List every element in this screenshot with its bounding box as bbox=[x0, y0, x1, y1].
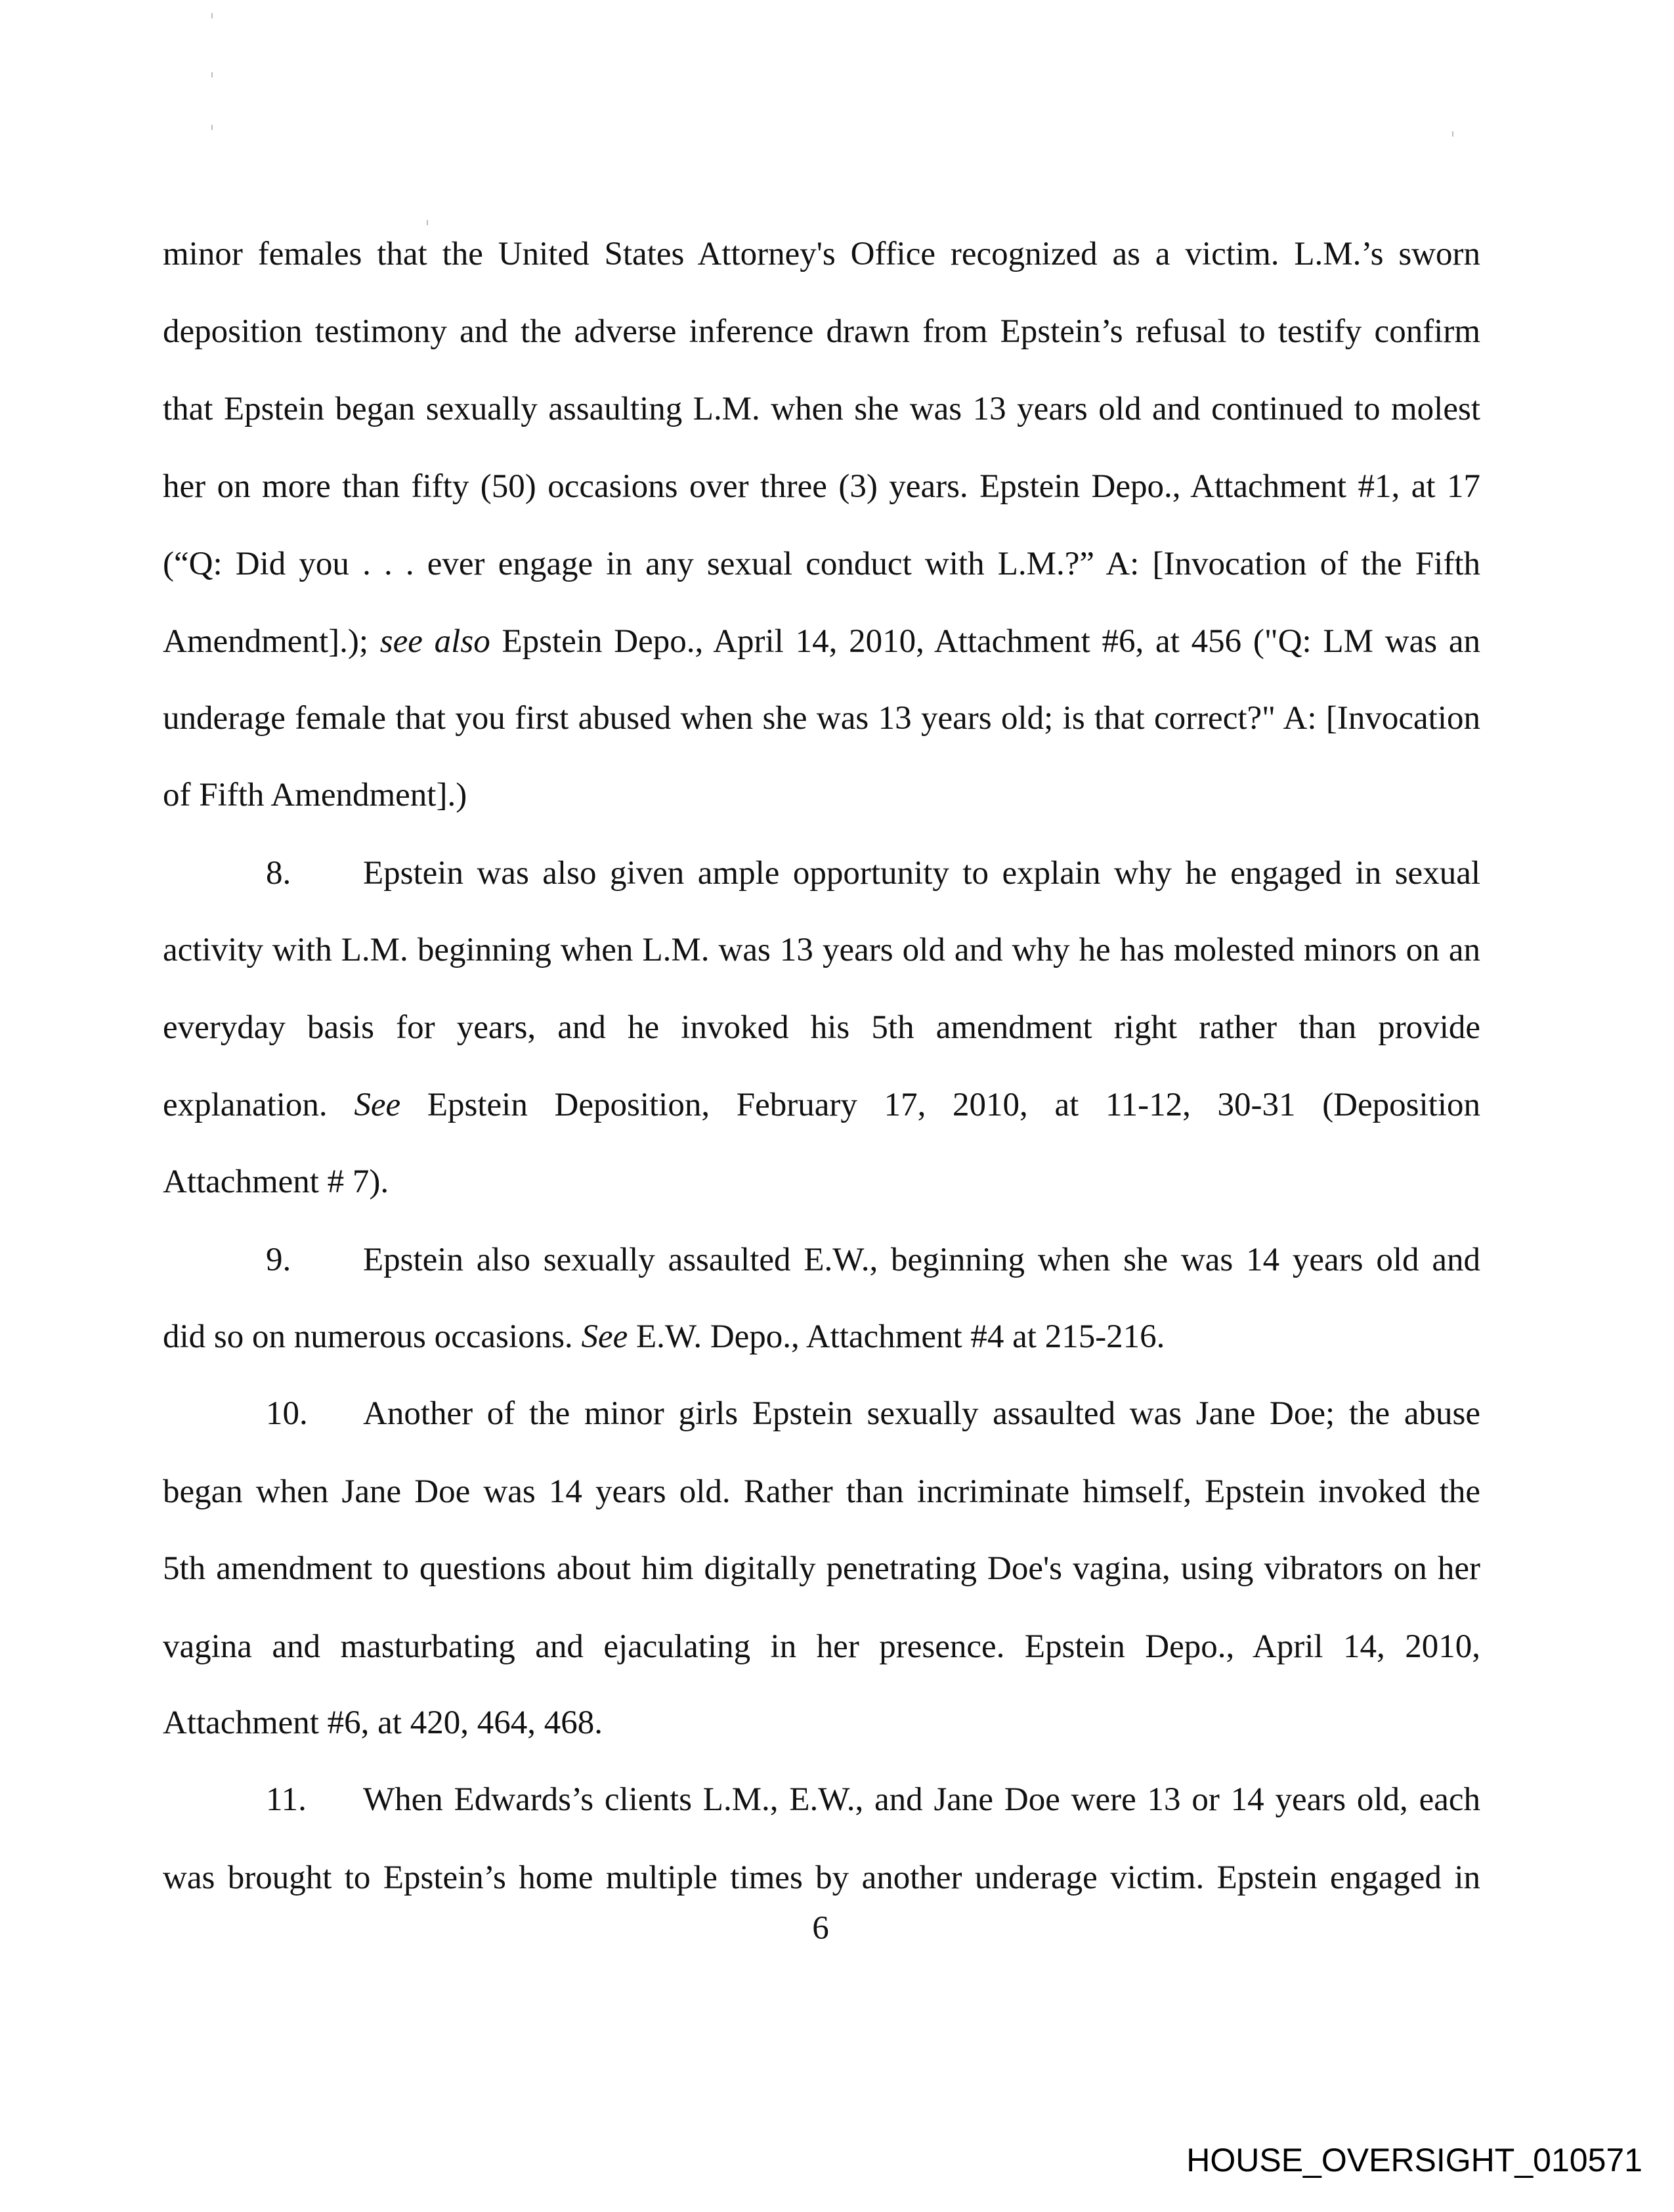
scan-artifact bbox=[211, 13, 213, 18]
body-line-with-citation bbox=[163, 618, 1480, 664]
body-line-with-citation bbox=[163, 1314, 1480, 1360]
body-line: minor females that the United States Attorney's Office recognized as a victim. L.M.’s sworn bbox=[163, 236, 1480, 272]
body-line: (“Q: Did you . . . ever engage in any sexual conduct with L.M.?” A: [Invocation of the Fifth bbox=[163, 546, 1480, 582]
body-line: was brought to Epstein’s home multiple times by another underage victim. Epstein engaged in bbox=[163, 1859, 1480, 1896]
paragraph-number: 10. bbox=[266, 1395, 308, 1432]
italic-signal: See bbox=[581, 1318, 628, 1355]
paragraph-number: 8. bbox=[266, 855, 291, 892]
paragraph-first-line: Epstein was also given ample opportunity to explain why he engaged in sexual bbox=[363, 855, 1480, 892]
body-line: activity with L.M. beginning when L.M. was 13 years old and why he has molested minors on an bbox=[163, 932, 1480, 968]
paragraph-number: 11. bbox=[266, 1781, 307, 1818]
body-line: Attachment #6, at 420, 464, 468. bbox=[163, 1704, 603, 1741]
body-line: began when Jane Doe was 14 years old. Rather than incriminate himself, Epstein invoked the bbox=[163, 1473, 1480, 1510]
bates-stamp: HOUSE_OVERSIGHT_010571 bbox=[1186, 2142, 1642, 2179]
text-segment: E.W. Depo., Attachment #4 at 215-216. bbox=[628, 1318, 1165, 1355]
body-line: underage female that you first abused when she was 13 years old; is that correct?" A: [Invocation bbox=[163, 700, 1480, 737]
text-segment: Epstein Deposition, February 17, 2010, at 11-12, 30-31 (Deposition bbox=[400, 1087, 1480, 1123]
scan-artifact bbox=[211, 125, 213, 130]
italic-signal: see also bbox=[379, 623, 490, 660]
text-segment: Amendment].); bbox=[163, 623, 380, 660]
body-line: Attachment # 7). bbox=[163, 1163, 389, 1200]
body-line: deposition testimony and the adverse inference drawn from Epstein’s refusal to testify confirm bbox=[163, 313, 1480, 350]
text-segment: explanation. bbox=[163, 1087, 354, 1123]
body-line: everyday basis for years, and he invoked his 5th amendment right rather than provide bbox=[163, 1009, 1480, 1046]
paragraph-first-line: When Edwards’s clients L.M., E.W., and Jane Doe were 13 or 14 years old, each bbox=[363, 1781, 1480, 1818]
paragraph-first-line: Another of the minor girls Epstein sexually assaulted was Jane Doe; the abuse bbox=[363, 1395, 1480, 1432]
page-number: 6 bbox=[812, 1910, 829, 1947]
body-line: her on more than fifty (50) occasions over three (3) years. Epstein Depo., Attachment #1, at 17 bbox=[163, 468, 1480, 505]
scan-artifact bbox=[427, 220, 428, 225]
body-line: of Fifth Amendment].) bbox=[163, 777, 467, 813]
body-line: vagina and masturbating and ejaculating in her presence. Epstein Depo., April 14, 2010, bbox=[163, 1628, 1480, 1665]
body-line: 5th amendment to questions about him digitally penetrating Doe's vagina, using vibrators on her bbox=[163, 1550, 1480, 1587]
paragraph-number: 9. bbox=[266, 1242, 291, 1278]
body-line-with-citation bbox=[163, 1082, 1480, 1128]
text-segment: Epstein Depo., April 14, 2010, Attachment #6, at 456 ("Q: LM was an bbox=[490, 623, 1480, 660]
text-segment: did so on numerous occasions. bbox=[163, 1318, 582, 1355]
body-line: that Epstein began sexually assaulting L.M. when she was 13 years old and continued to molest bbox=[163, 391, 1480, 427]
scan-artifact bbox=[1452, 131, 1453, 137]
scan-artifact bbox=[211, 72, 213, 77]
italic-signal: See bbox=[354, 1087, 401, 1123]
paragraph-first-line: Epstein also sexually assaulted E.W., beginning when she was 14 years old and bbox=[363, 1242, 1480, 1278]
